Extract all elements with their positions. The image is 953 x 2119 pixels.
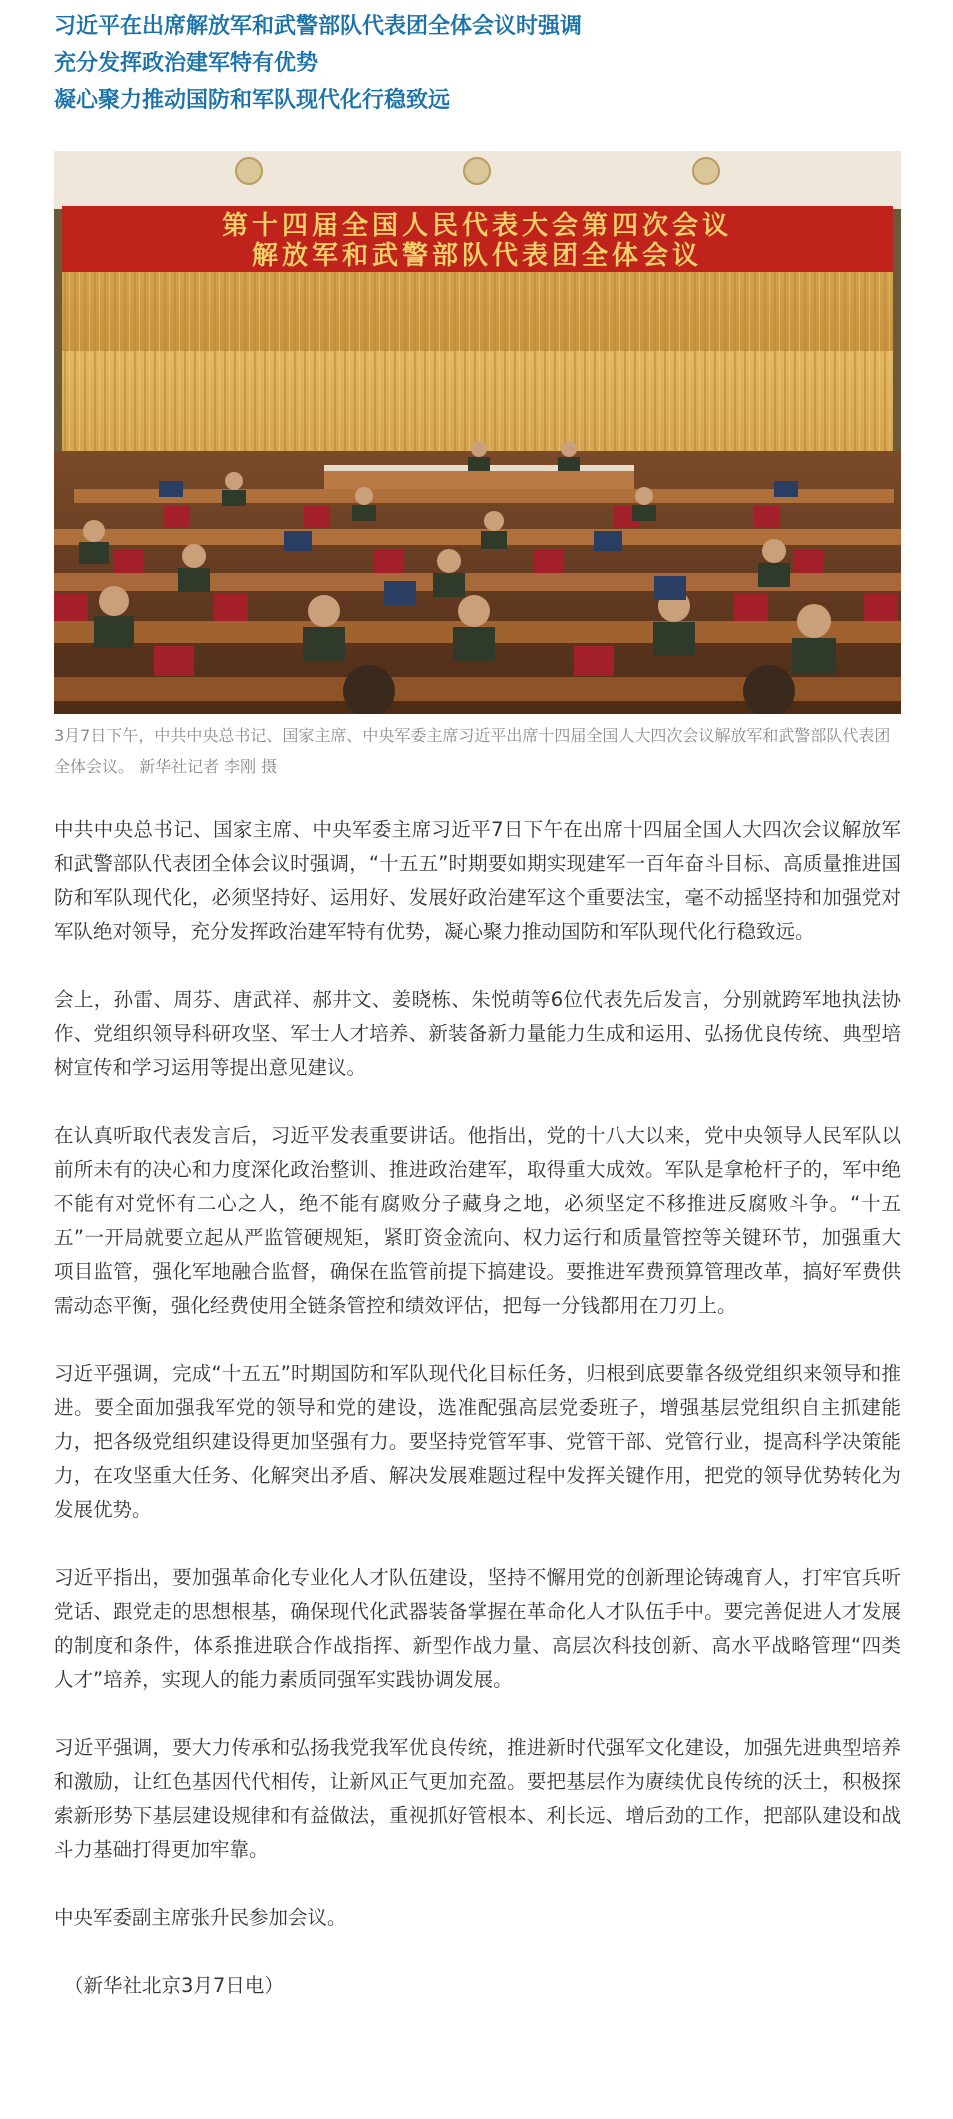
paragraph: 中央军委副主席张升民参加会议。 [54, 1906, 347, 1929]
paragraph: 中共中央总书记、国家主席、中央军委主席习近平7日下午在出席十四届全国人大四次会议解放军和武警部队代表团全体会议时强调，“十五五”时期要如期实现建军一百年奋斗目标、高质量推进国防和军队现代化，必须坚持好、运用好、发展好政治建军这个重要法宝，毫不动摇坚持和加强党对军队绝对领导，充分发挥政治建军特有优势，凝心聚力推动国防和军队现代化行稳致远。 [54, 818, 901, 943]
gold-curtain [62, 272, 893, 464]
dateline: （新华社北京3月7日电） [64, 1974, 284, 1997]
banner-text-line-2: 解放军和武警部队代表团全体会议 [251, 241, 703, 271]
paragraph: 习近平指出，要加强革命化专业化人才队伍建设，坚持不懈用党的创新理论铸魂育人，打牢官兵听党话、跟党走的思想根基，确保现代化武器装备掌握在革命化人才队伍手中。要完善促进人才发展的制度和条件，体系推进联合作战指挥、新型作战力量、高层次科技创新、高水平战略管理“四类人才”培养，实现人的能力素质同强军实践协调发展。 [54, 1566, 901, 1691]
article-headline [54, 8, 914, 119]
headline-line-2: 充分发挥政治建军特有优势 [54, 51, 319, 76]
article-body [54, 813, 901, 2003]
meeting-hall-illustration [54, 151, 901, 714]
news-photo [54, 151, 901, 714]
banner-text-line-1: 第十四届全国人民代表大会第四次会议 [221, 211, 733, 241]
paragraph: 习近平强调，完成“十五五”时期国防和军队现代化目标任务，归根到底要靠各级党组织来领导和推进。要全面加强我军党的领导和党的建设，选准配强高层党委班子，增强基层党组织自主抓建能力，把各级党组织建设得更加坚强有力。要坚持党管军事、党管干部、党管行业，提高科学决策能力，在攻坚重大任务、化解突出矛盾、解决发展难题过程中发挥关键作用，把党的领导优势转化为发展优势。 [54, 1362, 901, 1521]
photo-caption: 3月7日下午，中共中央总书记、国家主席、中央军委主席习近平出席十四届全国人大四次会议解放军和武警部队代表团全体会议。 新华社记者 李刚 摄 [54, 726, 891, 776]
paragraph: 习近平强调，要大力传承和弘扬我党我军优良传统，推进新时代强军文化建设，加强先进典型培养和激励，让红色基因代代相传，让新风正气更加充盈。要把基层作为赓续优良传统的沃土，积极探索新形势下基层建设规律和有益做法，重视抓好管根本、利长远、增后劲的工作，把部队建设和战斗力基础打得更加牢靠。 [54, 1736, 901, 1861]
paragraph: 会上，孙雷、周芬、唐武祥、郝井文、姜晓栋、朱悦萌等6位代表先后发言，分别就跨军地执法协作、党组织领导科研攻坚、军士人才培养、新装备新力量能力生成和运用、弘扬优良传统、典型培树宣传和学习运用等提出意见建议。 [54, 988, 901, 1079]
headline-line-3: 凝心聚力推动国防和军队现代化行稳致远 [54, 88, 451, 113]
headline-line-1: 习近平在出席解放军和武警部队代表团全体会议时强调 [54, 14, 583, 39]
paragraph: 在认真听取代表发言后，习近平发表重要讲话。他指出，党的十八大以来，党中央领导人民军队以前所未有的决心和力度深化政治整训、推进政治建军，取得重大成效。军队是拿枪杆子的，军中绝不能有对党怀有二心之人，绝不能有腐败分子藏身之地，必须坚定不移推进反腐败斗争。“十五五”一开局就要立起从严监管硬规矩，紧盯资金流向、权力运行和质量管控等关键环节，加强重大项目监管，强化军地融合监督，确保在监管前提下搞建设。要推进军费预算管理改革，搞好军费供需动态平衡，强化经费使用全链条管控和绩效评估，把每一分钱都用在刀刃上。 [54, 1124, 901, 1317]
